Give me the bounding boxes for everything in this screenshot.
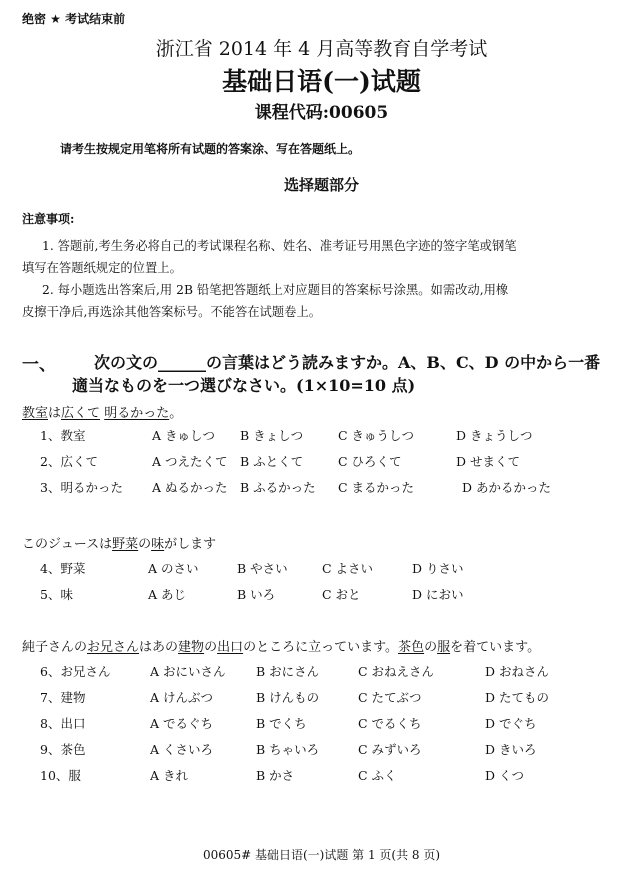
sentence-part: お兄さん [87, 640, 140, 655]
sentence-part: 。 [169, 406, 183, 421]
question-row [0, 740, 643, 760]
sentence-part: 味 [151, 537, 165, 552]
question-row [0, 585, 643, 605]
option-b: B ふるかった [240, 480, 316, 495]
option-d: D でぐち [485, 716, 537, 731]
option-d: D きょうしつ [456, 428, 533, 443]
sentence-part: 出口 [217, 640, 244, 655]
question-row [0, 662, 643, 682]
item-number: 3、明るかった [40, 480, 123, 495]
option-c: C よさい [322, 561, 374, 576]
question-prompt-line: 適当なものを一つ選びなさい。(1×10=10 点) [72, 376, 416, 395]
group-sentence [22, 533, 216, 552]
sentence-part: 教室 [22, 406, 49, 421]
option-c: C まるかった [338, 480, 415, 495]
option-d: D におい [412, 587, 464, 602]
option-d: D たてもの [485, 690, 549, 705]
general-instruction: 请考生按规定用笔将所有试题的答案涂、写在答题纸上。 [60, 142, 361, 156]
option-a: A あじ [148, 587, 187, 602]
sentence-part: がします [164, 537, 217, 552]
option-d: D せまくて [456, 454, 520, 469]
item-number: 4、野菜 [40, 561, 86, 576]
course-code: 课程代码:00605 [254, 103, 389, 123]
option-d: D くつ [485, 768, 524, 783]
page-footer: 00605# 基础日语(一)试题 第 1 页(共 8 页) [202, 848, 441, 862]
question-row [0, 478, 643, 498]
option-b: B きょしつ [240, 428, 304, 443]
exam-title: 浙江省 2014 年 4 月高等教育自学考试 [155, 38, 488, 60]
sentence-part: 広くて [61, 406, 101, 421]
question-number: 一、 [22, 355, 56, 375]
item-number: 8、出口 [40, 716, 86, 731]
option-a: A ぬるかった [152, 480, 228, 495]
sentence-part: 服 [437, 640, 451, 655]
option-c: C きゅうしつ [338, 428, 415, 443]
option-a: A のさい [148, 561, 199, 576]
sentence-part: 茶色 [398, 640, 425, 655]
question-row [0, 452, 643, 472]
note-line: 2. 每小题选出答案后,用 2B 铅笔把答题纸上对应题目的答案标号涂黑。如需改动,用橡 [42, 283, 509, 297]
option-b: B でくち [256, 716, 307, 731]
option-d: D きいろ [485, 742, 537, 757]
group-sentence [22, 636, 540, 655]
option-a: A くさいろ [150, 742, 214, 757]
option-b: B やさい [237, 561, 288, 576]
option-b: B いろ [237, 587, 276, 602]
sentence-part: の [138, 537, 152, 552]
note-line: 填写在答题纸规定的位置上。 [22, 261, 182, 275]
item-number: 7、建物 [40, 690, 86, 705]
sentence-part: を着ています。 [450, 640, 541, 655]
question-row [0, 766, 643, 786]
sentence-part: の [424, 640, 438, 655]
sentence-part: は [48, 406, 62, 421]
option-c: C おと [322, 587, 361, 602]
option-a: A つえたくて [152, 454, 228, 469]
question-row [0, 559, 643, 579]
sentence-part: 明るかった [104, 406, 170, 421]
question-row [0, 426, 643, 446]
note-line: 1. 答题前,考生务必将自己的考试课程名称、姓名、准考证号用黑色字迹的签字笔或钢笔 [42, 239, 517, 253]
section-title: 选择题部分 [283, 176, 359, 194]
sentence-part: はあの [139, 640, 179, 655]
sentence-part: 野菜 [112, 537, 139, 552]
option-b: B おにさん [256, 664, 320, 679]
option-b: B かさ [256, 768, 295, 783]
confidential-label: 绝密 ★ 考试结束前 [22, 12, 126, 26]
option-c: C ひろくて [338, 454, 402, 469]
option-a: A けんぶつ [150, 690, 214, 705]
option-c: C たてぶつ [358, 690, 422, 705]
option-a: A でるぐち [150, 716, 214, 731]
option-a: A きれ [150, 768, 189, 783]
question-row [0, 714, 643, 734]
item-number: 6、お兄さん [40, 664, 111, 679]
item-number: 9、茶色 [40, 742, 86, 757]
option-b: B ちゃいろ [256, 742, 320, 757]
item-number: 10、服 [40, 768, 81, 783]
option-b: B ふとくて [240, 454, 304, 469]
option-c: C おねえさん [358, 664, 435, 679]
option-d: D りさい [412, 561, 464, 576]
note-line: 皮擦干净后,再选涂其他答案标号。不能答在试题卷上。 [22, 305, 322, 319]
subject-title: 基础日语(一)试题 [222, 67, 421, 96]
option-c: C ふく [358, 768, 397, 783]
sentence-part: のところに立っています。 [243, 640, 399, 655]
group-sentence [22, 402, 182, 421]
item-number: 2、広くて [40, 454, 98, 469]
option-b: B けんもの [256, 690, 320, 705]
option-c: C でるくち [358, 716, 422, 731]
item-number: 1、教室 [40, 428, 86, 443]
sentence-part: 建物 [178, 640, 205, 655]
item-number: 5、味 [40, 587, 73, 602]
option-d: D あかるかった [462, 480, 551, 495]
option-d: D おねさん [485, 664, 549, 679]
sentence-part: 純子さんの [22, 640, 88, 655]
option-a: A きゅしつ [152, 428, 216, 443]
option-c: C みずいろ [358, 742, 422, 757]
sentence-part: このジュースは [22, 537, 113, 552]
notes-heading: 注意事项: [22, 212, 75, 226]
question-row [0, 688, 643, 708]
option-a: A おにいさん [150, 664, 226, 679]
question-prompt-line: 次の文の______の言葉はどう読みますか。A、B、C、D の中から一番 [94, 353, 601, 372]
sentence-part: の [204, 640, 218, 655]
